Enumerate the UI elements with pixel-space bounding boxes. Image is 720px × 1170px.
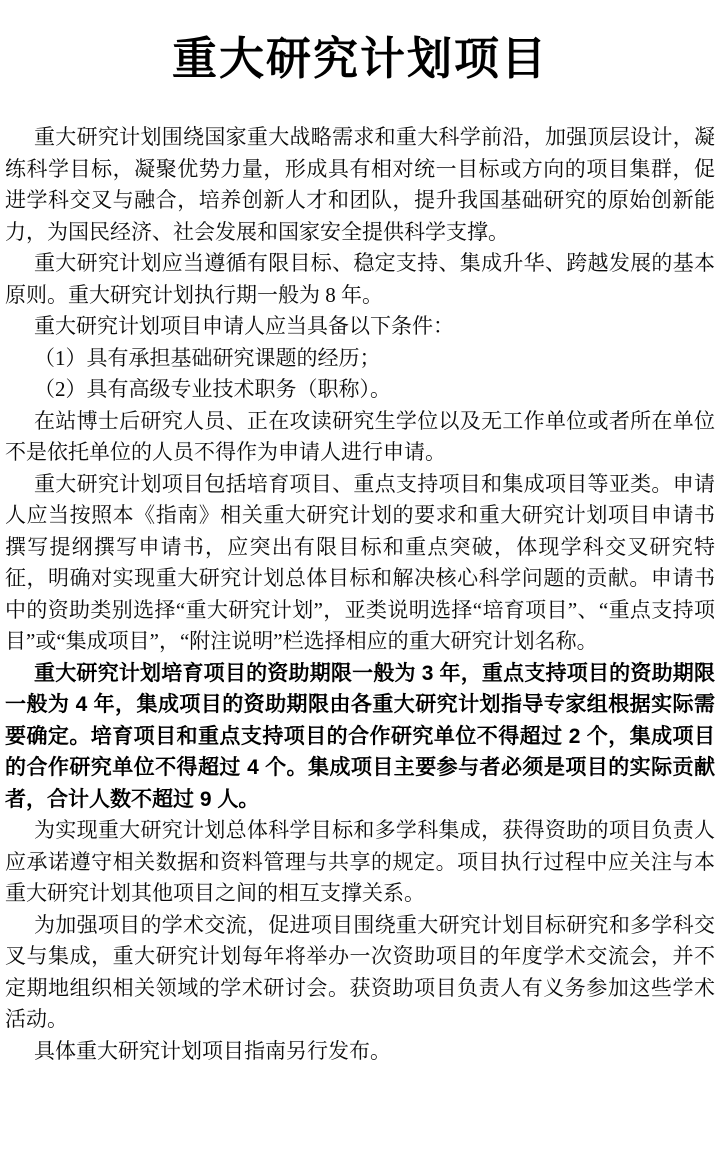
paragraph-guide-release: 具体重大研究计划项目指南另行发布。 [34, 1038, 391, 1063]
paragraph-academic-exchange: 为加强项目的学术交流，促进项目围绕重大研究计划目标研究和多学科交叉与集成，重大研究计划每年将举办一次资助项目的年度学术交流会，并不定期地组织相关领域的学术研讨会。获资助项目负责人有义务参加这些学术活动。 [5, 912, 715, 1031]
paragraph-subcategories-and-application: 重大研究计划项目包括培育项目、重点支持项目和集成项目等亚类。申请人应当按照本《指南》相关重大研究计划的要求和重大研究计划项目申请书撰写提纲撰写申请书，应突出有限目标和重点突破，体现学科交叉研究特征，明确对实现重大研究计划总体目标和解决核心科学问题的贡献。申请书中的资助类别选择“重大研究计划”，亚类说明选择“培育项目”、“重点支持项目”或“集成项目”，“附注说明”栏选择相应的重大研究计划名称。 [5, 471, 715, 653]
list-item-condition-1: （1）具有承担基础研究课题的经历； [34, 345, 381, 370]
list-item-condition-2: （2）具有高级专业技术职务（职称）。 [34, 377, 391, 401]
paragraph-funding-periods-bold: 重大研究计划培育项目的资助期限一般为 3 年，重点支持项目的资助期限一般为 4 年，集成项目的资助期限由各重大研究计划指导专家组根据实际需要确定。培育项目和重点支持项目的合作研究单位不得超过 2 个，集成项目的合作研究单位不得超过 4 个。集成项目主要参与者必须是项目的实际贡献者，合计人数不超过 9 人。 [5, 661, 715, 811]
paragraph-ineligible-applicants: 在站博士后研究人员、正在攻读研究生学位以及无工作单位或者所在单位不是依托单位的人员不得作为申请人进行申请。 [5, 408, 715, 464]
paragraph-principles: 重大研究计划应当遵循有限目标、稳定支持、集成升华、跨越发展的基本原则。重大研究计划执行期一般为 8 年。 [5, 251, 715, 307]
paragraph-data-sharing: 为实现重大研究计划总体科学目标和多学科集成，获得资助的项目负责人应承诺遵守相关数据和资料管理与共享的规定。项目执行过程中应关注与本重大研究计划其他项目之间的相互支撑关系。 [5, 818, 715, 905]
document-body [0, 122, 720, 1067]
paragraph-overview: 重大研究计划围绕国家重大战略需求和重大科学前沿，加强顶层设计，凝练科学目标，凝聚优势力量，形成具有相对统一目标或方向的项目集群，促进学科交叉与融合，培养创新人才和团队，提升我国基础研究的原始创新能力，为国民经济、社会发展和国家安全提供科学支撑。 [5, 125, 715, 244]
paragraph-applicant-conditions-intro: 重大研究计划项目申请人应当具备以下条件： [34, 314, 454, 338]
document-title: 重大研究计划项目 [171, 34, 548, 84]
